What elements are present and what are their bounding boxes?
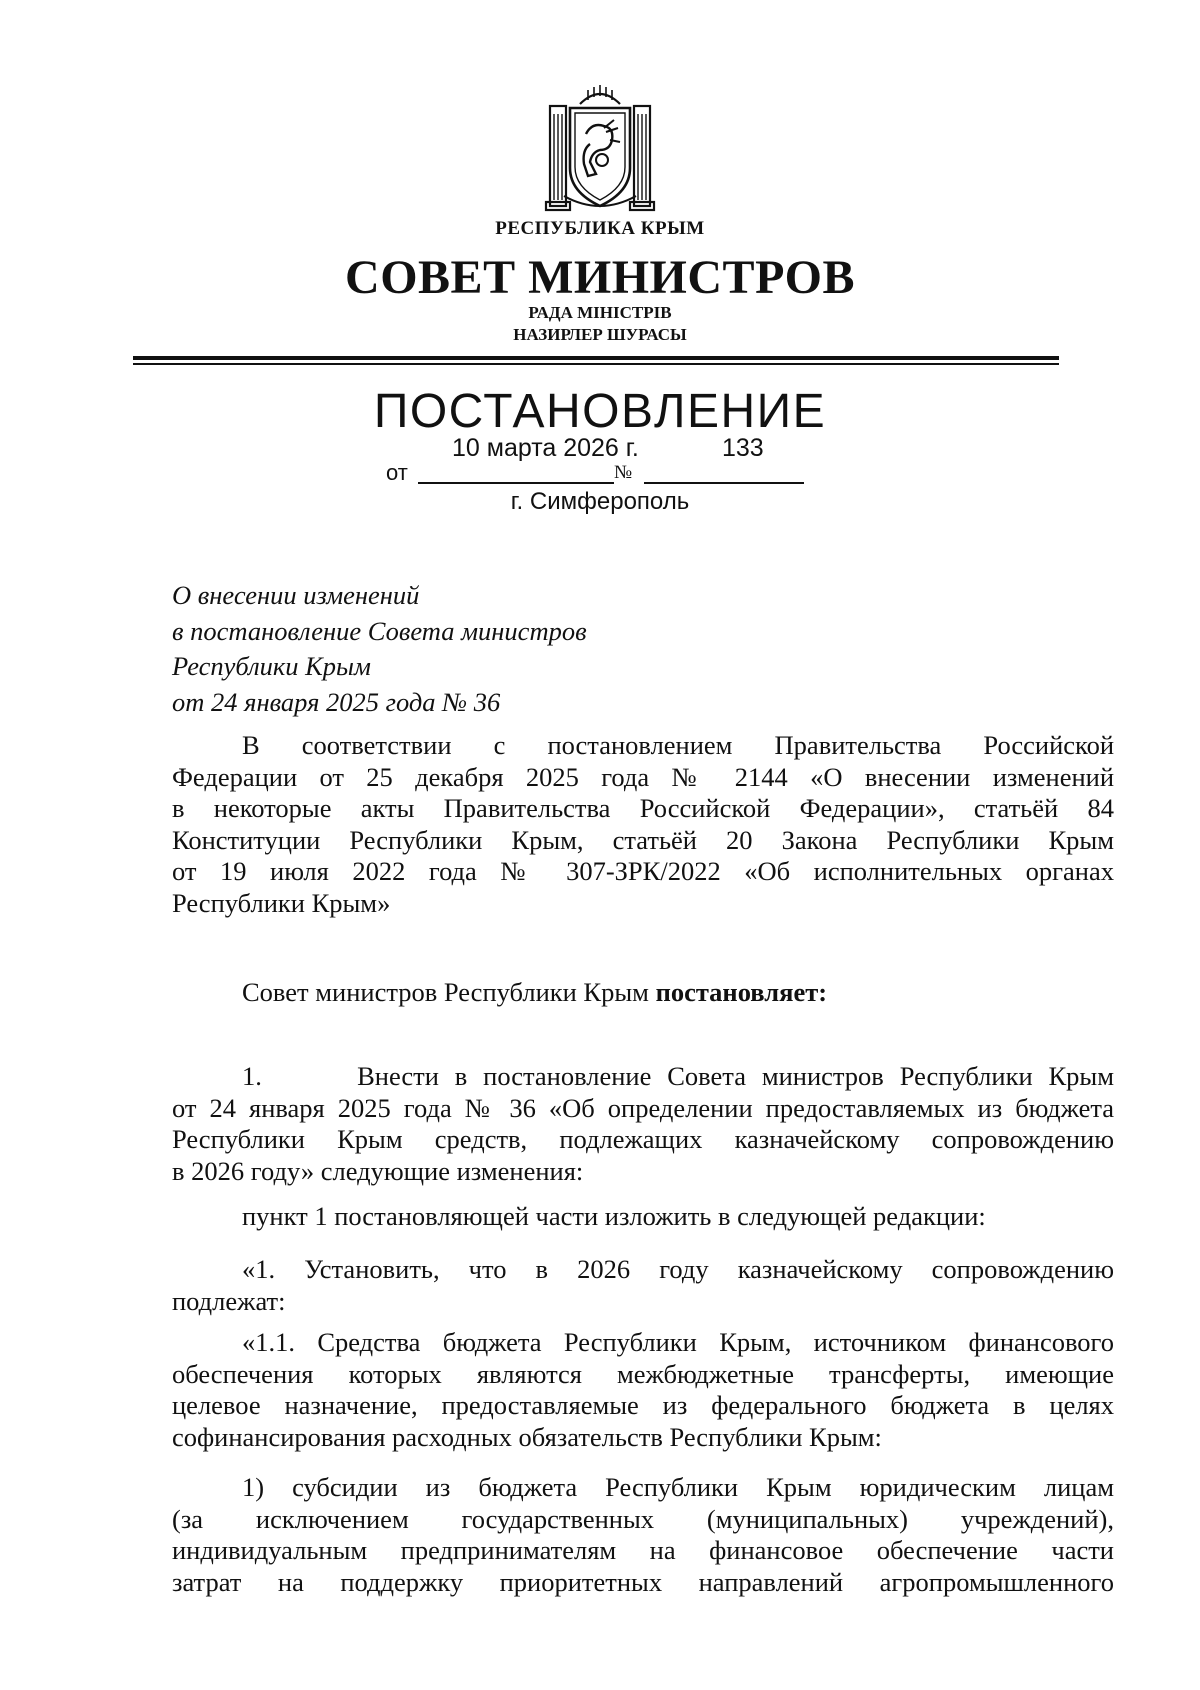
city-label: г. Симферополь (510, 488, 690, 515)
subitem-1-paragraph (172, 1472, 1114, 1598)
text-line: пункт 1 постановляющей части изложить в следующей редакции: (242, 1201, 986, 1231)
text-line: 1) субсидии из бюджета Республики Крым юридическим лицам (242, 1472, 1114, 1502)
preamble-paragraph (172, 730, 1114, 919)
document-type-heading: ПОСТАНОВЛЕНИЕ (373, 385, 827, 438)
from-label: от (386, 460, 408, 485)
establish-paragraph (172, 1254, 1114, 1317)
text-line: «1. Установить, что в 2026 году казначейскому сопровождению (242, 1254, 1114, 1284)
number-blank-line (644, 482, 804, 484)
decree-date: 10 марта 2026 г. (452, 434, 639, 462)
text-line: Федерации от 25 декабря 2025 года № 2144 «О внесении изменений (172, 761, 1114, 792)
point-1-paragraph (172, 1201, 1114, 1233)
text-line (172, 977, 1114, 1009)
text-line: затрат на поддержку приоритетных направлений агропромышленного (172, 1566, 1114, 1597)
text-line: Республики Крым» (172, 887, 391, 918)
republic-heading: РЕСПУБЛИКА КРЫМ (495, 218, 705, 239)
council-heading: СОВЕТ МИНИСТРОВ (345, 251, 855, 304)
text-line: индивидуальным предпринимателям на финансовое обеспечение части (172, 1535, 1114, 1565)
text-line: Конституции Республики Крым, статьёй 20 Закона Республики Крым (172, 824, 1114, 855)
text-line: «1.1. Средства бюджета Республики Крым, источником финансового (242, 1327, 1114, 1357)
coat-of-arms-icon (544, 84, 656, 214)
text-line: Республики Крым средств, подлежащих казначейскому сопровождению (172, 1124, 1114, 1154)
text-line: софинансирования расходных обязательств Республики Крым: (172, 1421, 882, 1452)
text-line: в некоторые акты Правительства Российской Федерации», статьёй 84 (172, 793, 1114, 823)
header-divider-thick (133, 356, 1059, 360)
text-line: от 19 июля 2022 года № 307-ЗРК/2022 «Об исполнительных органах (172, 856, 1114, 886)
text-line: 1. Внести в постановление Совета министров Республики Крым (242, 1061, 1114, 1091)
decree-title (172, 578, 587, 720)
resolves-keyword: постановляет: (655, 977, 828, 1007)
council-ukrainian: РАДА МІНІСТРІВ (528, 303, 672, 322)
resolves-text: Совет министров Республики Крым (242, 977, 649, 1007)
text-line: подлежат: (172, 1285, 286, 1316)
text-line: целевое назначение, предоставляемые из федерального бюджета в целях (172, 1390, 1114, 1420)
title-line: О внесении изменений (172, 580, 420, 610)
council-crimean-tatar: НАЗИРЛЕР ШУРАСЫ (513, 325, 687, 344)
title-line: в постановление Совета министров (172, 615, 587, 646)
resolves-paragraph (172, 977, 1114, 1009)
text-line: обеспечения которых являются межбюджетные трансферты, имеющие (172, 1358, 1114, 1389)
decree-number: 133 (722, 434, 764, 462)
title-line: Республики Крым (172, 651, 371, 681)
header-divider-thin (133, 363, 1059, 365)
point-1-1-paragraph (172, 1327, 1114, 1453)
text-line: от 24 января 2025 года № 36 «Об определении предоставляемых из бюджета (172, 1092, 1114, 1123)
item-1-paragraph (172, 1061, 1114, 1187)
text-line: В соответствии с постановлением Правительства Российской (242, 730, 1114, 760)
title-line: от 24 января 2025 года № 36 (172, 686, 501, 717)
text-line: в 2026 году» следующие изменения: (172, 1155, 584, 1186)
text-line: (за исключением государственных (муниципальных) учреждений), (172, 1503, 1114, 1534)
number-sign-label: № (614, 462, 633, 483)
date-blank-line (418, 482, 614, 484)
